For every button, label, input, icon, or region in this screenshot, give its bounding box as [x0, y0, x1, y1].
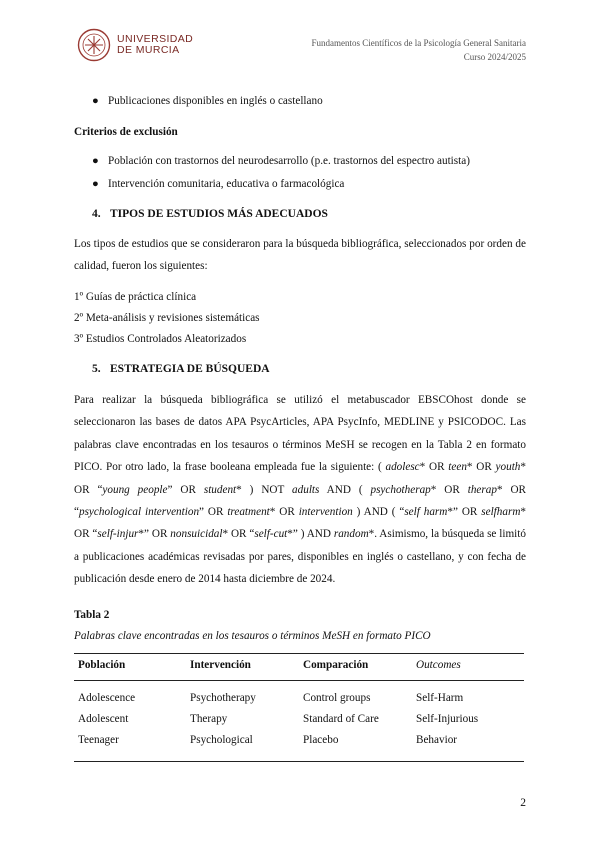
bullet-icon: ●: [92, 95, 99, 107]
table-bottom-rule: [74, 761, 524, 762]
table-cell: Therapy: [190, 713, 228, 725]
course-title: Fundamentos Científicos de la Psicología General Sanitaria: [311, 38, 526, 48]
study-type-2: 2º Meta-análisis y revisiones sistemáticas: [74, 312, 260, 324]
section-5-paragraph: Para realizar la búsqueda bibliográfica se utilizó el metabuscador EBSCOhost donde se seleccionaron las bases de datos APA PsycArticles, APA PsycInfo, MEDLINE y PSICODOC. Las palabras clave encontradas en los tesauros o términos MeSH se recogen en la Tabla 2 en formato PICO. Por otro lado, la frase booleana empleada fue la siguiente: ( adolesc* OR teen* OR youth* OR “young people” OR student* ) NOT adults AND ( psychotherap* OR therap* OR “psychological intervention” OR treatment* OR intervention ) AND ( “self harm*” OR selfharm* OR “self-injur*” OR nonsuicidal* OR “self-cut*” ) AND random*. Asimismo, la búsqueda se limitó a publicaciones académicas revisadas por pares, disponibles en inglés o castellano, y con fecha de publicación desde enero de 2014 hasta diciembre de 2024.: [74, 394, 527, 586]
table-cell: Placebo: [303, 734, 339, 746]
table-cell: Behavior: [416, 734, 458, 746]
table-cell: Psychological: [190, 734, 253, 746]
table-cell: Standard of Care: [303, 713, 379, 725]
table-cell: Adolescence: [78, 692, 136, 704]
list-item: ● Publicaciones disponibles en inglés o castellano: [92, 95, 323, 107]
bullet-icon: ●: [92, 155, 99, 167]
table-header-cell: Intervención: [190, 659, 251, 671]
section-4-paragraph: Los tipos de estudios que se consideraron para la búsqueda bibliográfica, seleccionados por orden de calidad, fueron los siguientes:: [74, 238, 526, 273]
section-4-heading: 4. TIPOS DE ESTUDIOS MÁS ADECUADOS: [92, 208, 328, 220]
university-logo: [77, 28, 193, 62]
page-number: 2: [520, 797, 526, 809]
table-header-cell: Población: [78, 659, 126, 671]
bullet-icon: ●: [92, 178, 99, 190]
section-5-heading: 5. ESTRATEGIA DE BÚSQUEDA: [92, 363, 270, 375]
table-cell: Psychotherapy: [190, 692, 256, 704]
table-header-cell: Comparación: [303, 659, 369, 671]
list-item: ● Población con trastornos del neurodesarrollo (p.e. trastornos del espectro autista): [92, 155, 470, 167]
course-year: Curso 2024/2025: [463, 52, 526, 62]
table-caption: Palabras clave encontradas en los tesauros o términos MeSH en formato PICO: [74, 630, 431, 642]
table-top-rule: [74, 653, 524, 654]
table-header-rule: [74, 680, 524, 681]
table-cell: Self-Harm: [416, 692, 464, 704]
table-cell: Teenager: [78, 734, 119, 746]
exclusion-heading: Criterios de exclusión: [74, 126, 178, 138]
study-type-3: 3º Estudios Controlados Aleatorizados: [74, 333, 247, 345]
table-header-cell: Outcomes: [416, 659, 461, 671]
study-type-1: 1º Guías de práctica clínica: [74, 291, 197, 303]
list-item: ● Intervención comunitaria, educativa o farmacológica: [92, 178, 345, 190]
university-name: UNIVERSIDAD DE MURCIA: [117, 33, 194, 56]
table-cell: Control groups: [303, 692, 371, 704]
table-label: Tabla 2: [74, 609, 110, 621]
university-seal-icon: [77, 28, 111, 62]
table-cell: Self-Injurious: [416, 713, 479, 725]
course-header: [312, 36, 526, 64]
table-cell: Adolescent: [78, 713, 129, 725]
